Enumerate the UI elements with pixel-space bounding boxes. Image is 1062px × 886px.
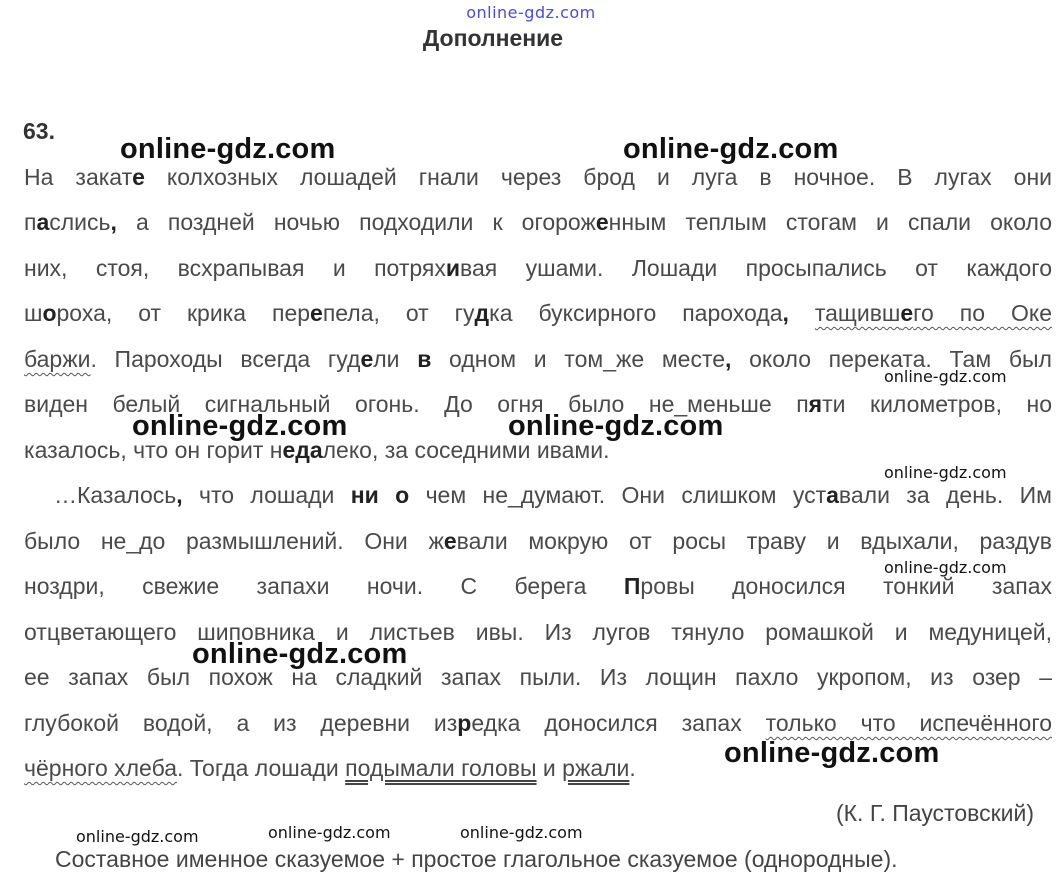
text-line-9 bbox=[24, 526, 1052, 556]
highlighted-letter: , bbox=[725, 346, 732, 372]
highlighted-letter: а bbox=[36, 209, 50, 235]
text-fragment: и bbox=[536, 755, 563, 781]
highlighted-letter: , bbox=[110, 209, 117, 235]
text-fragment: . bbox=[629, 755, 636, 781]
watermark: online-gdz.com bbox=[460, 823, 583, 842]
watermark: online-gdz.com bbox=[884, 367, 1007, 386]
highlighted-letter: я bbox=[808, 391, 823, 417]
text-fragment: виден белый сигнальный огонь. До огня было не_меньше п bbox=[24, 391, 809, 417]
text-fragment: одном и том_же месте bbox=[431, 346, 726, 372]
highlighted-letter: а bbox=[826, 482, 839, 508]
text-fragment: казалось, что он горит н bbox=[24, 437, 283, 463]
highlighted-letter: о bbox=[42, 300, 57, 326]
text-fragment: вали за день. Им bbox=[838, 482, 1052, 508]
highlighted-letter: д bbox=[474, 300, 490, 326]
text-fragment: ее запах был похож на сладкий запах пыли. Из лощин пахло укропом, из озер – bbox=[24, 664, 1052, 690]
watermark: online-gdz.com bbox=[884, 558, 1007, 577]
exercise-number: 63. bbox=[23, 118, 55, 144]
highlighted-letter: в bbox=[417, 346, 432, 372]
highlighted-letter: ни о bbox=[350, 482, 410, 508]
text-fragment: ноздри, свежие запахи ночи. С берега bbox=[24, 573, 624, 599]
text-fragment: пела, от гу bbox=[322, 300, 475, 326]
text-fragment: слись bbox=[49, 209, 111, 235]
text-fragment: ш bbox=[24, 300, 43, 326]
text-fragment: . Тогда лошади bbox=[177, 755, 346, 781]
highlighted-letter: и bbox=[445, 255, 460, 281]
text-fragment: чем не_думают. Они слишком уст bbox=[409, 482, 827, 508]
text-fragment: тащивш bbox=[814, 300, 901, 326]
highlighted-letter: е bbox=[310, 300, 323, 326]
conclusion: Составное именное сказуемое + простое глагольное сказуемое (однородные). bbox=[55, 846, 898, 872]
text-fragment: подымали головы bbox=[345, 755, 537, 781]
highlighted-letter: е bbox=[595, 209, 609, 235]
text-fragment: а поздней ночью подходили к огорож bbox=[116, 209, 596, 235]
text-fragment: едка доносился запах bbox=[471, 710, 766, 736]
highlighted-letter: е bbox=[132, 164, 145, 190]
text-fragment: чёрного хлеба bbox=[24, 755, 178, 781]
text-fragment: нным теплым стогам и спали около bbox=[608, 209, 1052, 235]
highlighted-letter: е bbox=[443, 528, 457, 554]
text-fragment: ли bbox=[373, 346, 418, 372]
text-line-8 bbox=[24, 480, 1052, 510]
text-fragment: . Пароходы всегда гуд bbox=[90, 346, 361, 372]
text-fragment: отцветающего шиповника и листьев ивы. Из лугов тянуло ромашкой и медуницей, bbox=[24, 619, 1052, 645]
watermark: online-gdz.com bbox=[132, 410, 348, 442]
text-fragment: го по Оке bbox=[913, 300, 1052, 326]
text-fragment: ровы доносился тонкий запах bbox=[640, 573, 1052, 599]
text-line-12 bbox=[24, 662, 1052, 692]
text-line-11 bbox=[24, 617, 1052, 647]
highlighted-letter: еда bbox=[282, 437, 323, 463]
watermark: online-gdz.com bbox=[884, 463, 1007, 482]
text-fragment: вали мокрую от росы траву и вдыхали, раздув bbox=[456, 528, 1053, 554]
text-fragment: роха, от крика пер bbox=[56, 300, 311, 326]
watermark: online-gdz.com bbox=[192, 638, 408, 670]
watermark: online-gdz.com bbox=[268, 823, 391, 842]
watermark: online-gdz.com bbox=[724, 737, 940, 769]
highlighted-letter: П bbox=[623, 573, 641, 599]
text-fragment: было не_до размышлений. Они ж bbox=[24, 528, 444, 554]
site-link[interactable]: online-gdz.com bbox=[466, 3, 596, 22]
author: (К. Г. Паустовский) bbox=[835, 800, 1034, 826]
watermark: online-gdz.com bbox=[508, 410, 724, 442]
text-line-2 bbox=[24, 207, 1052, 237]
highlighted-letter: , bbox=[782, 300, 789, 326]
text-fragment: баржи bbox=[24, 346, 91, 372]
text-fragment: ка буксирного парохода bbox=[489, 300, 783, 326]
text-fragment: ржали bbox=[562, 755, 630, 781]
watermark: online-gdz.com bbox=[120, 133, 336, 165]
text-fragment: леко, за соседними ивами. bbox=[322, 437, 610, 463]
text-line-4 bbox=[24, 298, 1052, 328]
text-line-1 bbox=[24, 162, 1052, 192]
text-fragment: что лошади bbox=[182, 482, 351, 508]
watermark: online-gdz.com bbox=[76, 827, 199, 846]
text-fragment: На закат bbox=[24, 164, 133, 190]
highlighted-letter: е bbox=[360, 346, 374, 372]
text-fragment: только что испечённого bbox=[765, 710, 1053, 736]
watermark: online-gdz.com bbox=[623, 133, 839, 165]
text-fragment: колхозных лошадей гнали через брод и луга в ночное. В лугах они bbox=[144, 164, 1052, 190]
highlighted-letter: р bbox=[457, 710, 472, 736]
text-fragment: ти километров, но bbox=[822, 391, 1052, 417]
text-fragment bbox=[789, 300, 815, 326]
text-line-3 bbox=[24, 253, 1052, 283]
text-fragment: глубокой водой, а из деревни из bbox=[24, 710, 458, 736]
text-fragment: них, стоя, всхрапывая и потрях bbox=[24, 255, 446, 281]
text-fragment: …Казалось bbox=[54, 482, 177, 508]
text-fragment: вая ушами. Лошади просыпались от каждого bbox=[460, 255, 1052, 281]
text-fragment: около переката. Там был bbox=[731, 346, 1052, 372]
text-fragment: п bbox=[24, 209, 37, 235]
highlighted-letter: е bbox=[900, 300, 914, 326]
highlighted-letter: , bbox=[176, 482, 183, 508]
section-title: Дополнение bbox=[422, 25, 564, 51]
text-line-13 bbox=[24, 708, 1052, 738]
